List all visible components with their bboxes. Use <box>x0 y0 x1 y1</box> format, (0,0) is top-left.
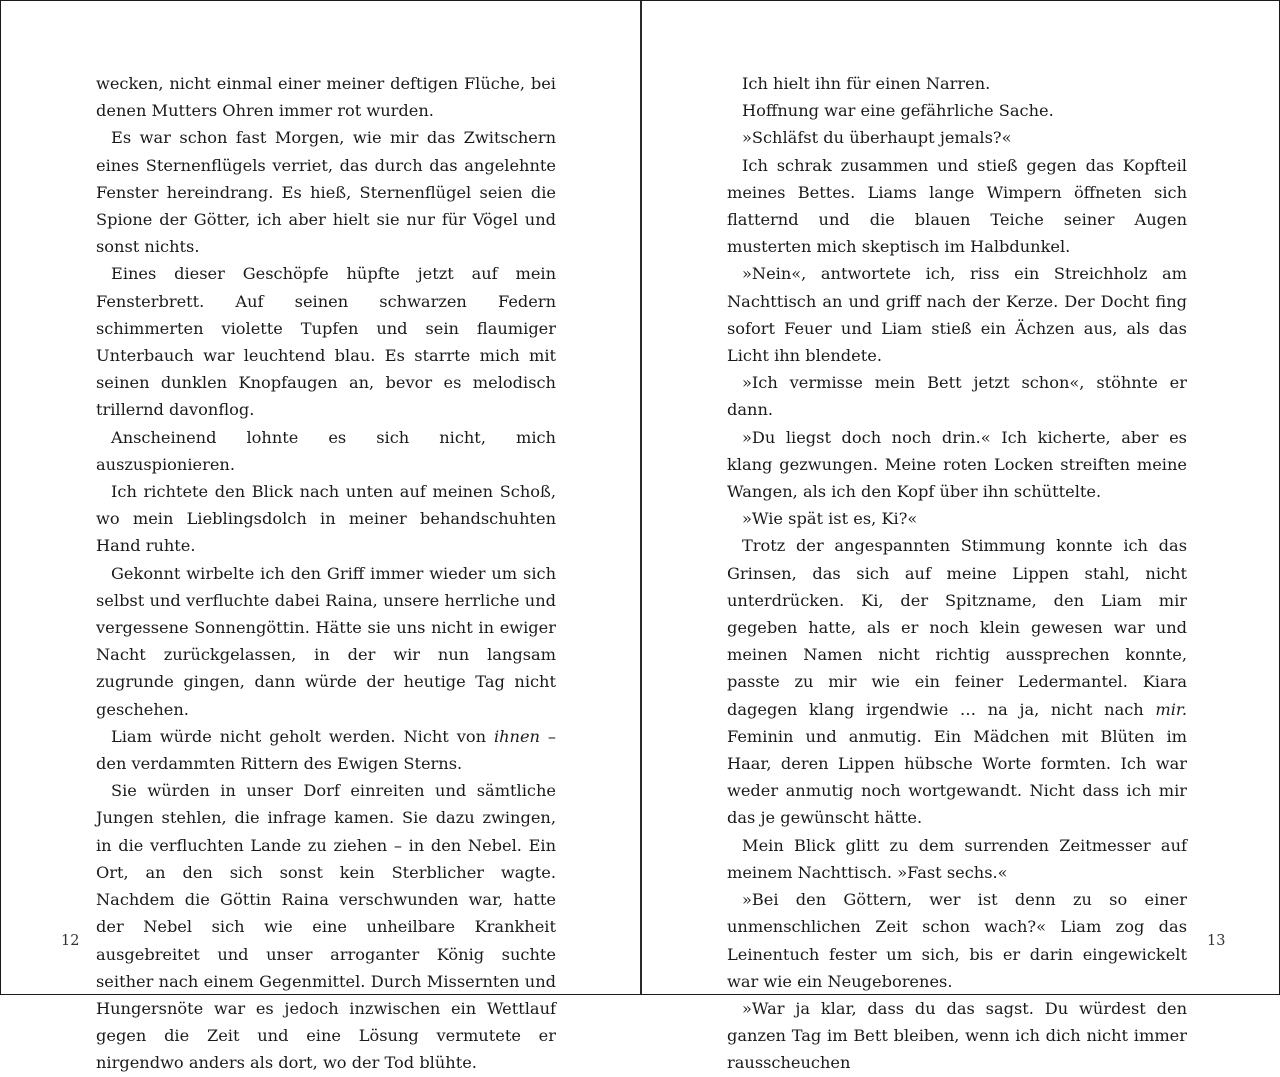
paragraph: »Wie spät ist es, Ki?« <box>742 509 918 529</box>
paragraph: »Nein«, antwortete ich, riss ein Streichholz am Nachttisch an und griff nach der Kerze. Der Docht fing sofort Feuer und Liam stieß ein Ächzen aus, als das Licht ihn blendete. <box>727 264 1187 366</box>
paragraph: Anscheinend lohnte es sich nicht, mich auszuspionieren. <box>96 427 556 474</box>
page-number: 13 <box>1207 933 1226 949</box>
paragraph: »Schläfst du überhaupt jemals?« <box>742 128 1012 148</box>
paragraph: Ich hielt ihn für einen Narren. <box>742 74 991 93</box>
paragraph: »Du liegst doch noch drin.« Ich kicherte, aber es klang gezwungen. Meine roten Locken streiften meine Wangen, als ich den Kopf über ihn schüttelte. <box>727 427 1187 502</box>
emphasis: ihnen <box>493 726 540 746</box>
left-page <box>1 1 640 1073</box>
paragraph: Mein Blick glitt zu dem surrenden Zeitmesser auf meinem Nachttisch. »Fast sechs.« <box>727 835 1187 882</box>
left-page-text <box>96 70 556 1077</box>
paragraph: wecken, nicht einmal einer meiner deftigen Flüche, bei denen Mutters Ohren immer rot wurden. <box>96 74 556 121</box>
paragraph: Hoffnung war eine gefährliche Sache. <box>742 101 1054 121</box>
paragraph: Ich schrak zusammen und stieß gegen das Kopfteil meines Bettes. Liams lange Wimpern öffneten sich flatternd und die blauen Teiche seiner Augen musterten mich skeptisch im Halbdunkel. <box>727 155 1187 257</box>
paragraph: »Bei den Göttern, wer ist denn zu so einer unmenschlichen Zeit schon wach?« Liam zog das Leinentuch fester um sich, bis er darin eingewickelt war wie ein Neugeborenes. <box>727 890 1187 991</box>
page-number: 12 <box>61 933 80 949</box>
paragraph: Liam würde nicht geholt werden. Nicht von ihnen – den verdammten Rittern des Ewigen Sterns. <box>96 726 556 774</box>
right-page-text <box>727 70 1187 1077</box>
paragraph: Trotz der angespannten Stimmung konnte ich das Grinsen, das sich auf meine Lippen stahl, nicht unterdrücken. Ki, der Spitzname, den Liam mir gegeben hatte, als er noch klein gewesen war und meinen Namen nicht richtig aussprechen konnte, passte zu mir wie ein feiner Ledermantel. Kiara dagegen klang irgendwie … na ja, nicht nach mir. Feminin und anmutig. Ein Mädchen mit Blüten im Haar, deren Lippen hübsche Worte formten. Ich war weder anmutig noch wortgewandt. Nicht dass ich mir das je gewünscht hätte. <box>727 536 1187 828</box>
paragraph: »Ich vermisse mein Bett jetzt schon«, stöhnte er dann. <box>727 373 1187 420</box>
paragraph: Sie würden in unser Dorf einreiten und sämtliche Jungen stehlen, die infrage kamen. Sie dazu zwingen, in die verfluchten Lande zu ziehen – in den Nebel. Ein Ort, an den sich sonst kein Sterblicher wagte. Nachdem die Göttin Raina verschwunden war, hatte der Nebel sich wie eine unheilbare Krankheit ausgebreitet und unser arroganter König suchte seither nach einem Gegenmittel. Durch Missernten und Hungersnöte war es jedoch inzwischen ein Wettlauf gegen die Zeit und eine Lösung vermutete er nirgendwo anders als dort, wo der Tod blühte. <box>96 781 556 1073</box>
paragraph: Es war schon fast Morgen, wie mir das Zwitschern eines Sternenflügels verriet, das durch das angelehnte Fenster hereindrang. Es hieß, Sternenflügel seien die Spione der Götter, ich aber hielt sie nur für Vögel und sonst nichts. <box>96 128 556 257</box>
paragraph: Gekonnt wirbelte ich den Griff immer wieder um sich selbst und verfluchte dabei Raina, unsere herrliche und vergessene Sonnengöttin. Hätte sie uns nicht in ewiger Nacht zurückgelassen, in der wir nun langsam zugrunde gingen, dann würde der heutige Tag nicht geschehen. <box>96 563 556 719</box>
paragraph: »War ja klar, dass du das sagst. Du würdest den ganzen Tag im Bett bleiben, wenn ich dich nicht immer rausscheuchen <box>727 998 1187 1073</box>
emphasis: mir. <box>1155 699 1187 719</box>
paragraph: Eines dieser Geschöpfe hüpfte jetzt auf mein Fensterbrett. Auf seinen schwarzen Federn schimmerten violette Tupfen und sein flaumiger Unterbauch war leuchtend blau. Es starrte mich mit seinen dunklen Knopfaugen an, bevor es melodisch trillernd davonflog. <box>96 264 556 420</box>
paragraph: Ich richtete den Blick nach unten auf meinen Schoß, wo mein Lieblingsdolch in meiner behandschuhten Hand ruhte. <box>96 482 556 556</box>
right-page <box>642 1 1279 1073</box>
